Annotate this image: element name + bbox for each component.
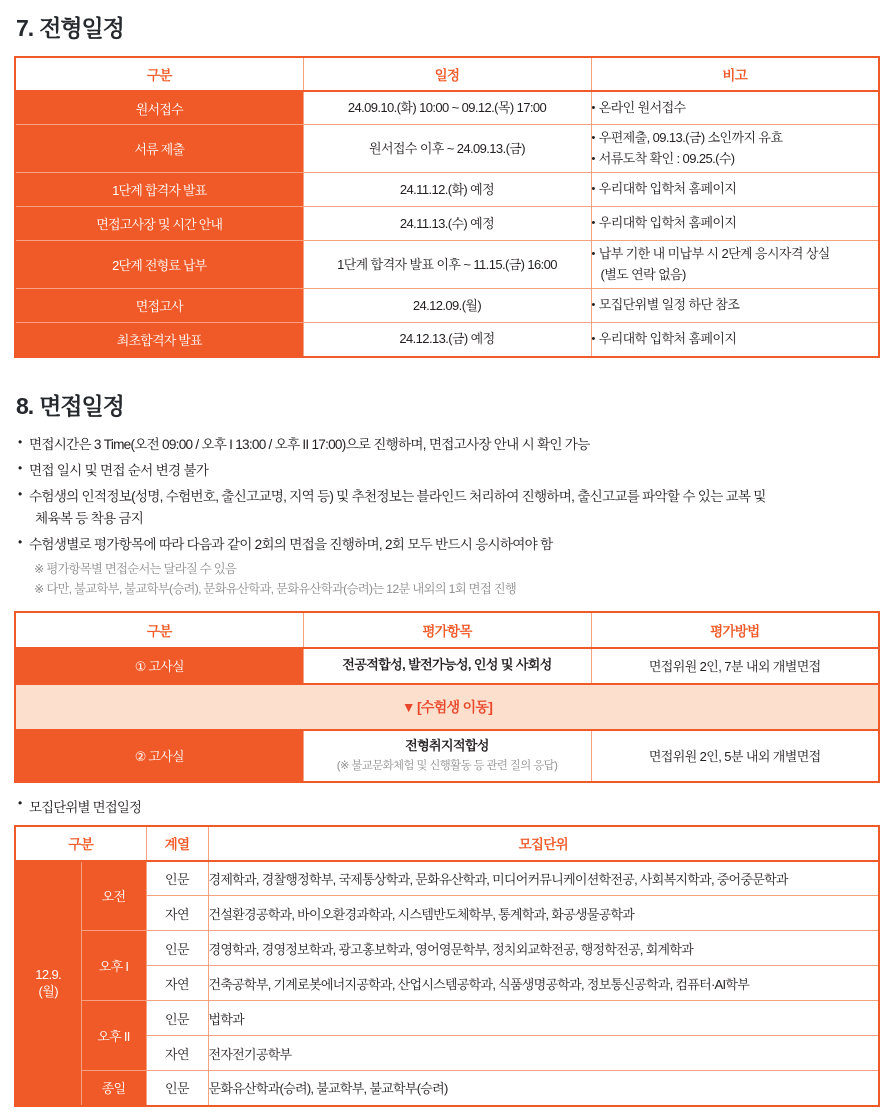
- schedule-label: 2단계 전형료 납부: [15, 241, 303, 289]
- schedule-note: [591, 91, 879, 125]
- interview-time-slot: 종일: [81, 1071, 146, 1106]
- evaluation-table-body: [15, 648, 879, 782]
- track-label: 인문: [146, 861, 208, 896]
- note-line-continued: (별도 연락 없음): [600, 266, 686, 282]
- interview-note: [18, 486, 880, 530]
- table-row: [15, 1001, 879, 1036]
- table-row: [15, 241, 879, 289]
- interview-note-text: 수험생의 인적정보(성명, 수험번호, 출신고교명, 지역 등) 및 추천정보는 블라인드 처리하여 진행하며, 출신고교를 파악할 수 있는 교복 및: [29, 488, 766, 504]
- note-line: • 우리대학 입학처 홈페이지: [592, 179, 879, 200]
- interview-date: [15, 861, 81, 1106]
- units-schedule-caption: • 모집단위별 면접일정: [18, 797, 880, 816]
- schedule-label: 면접고사장 및 시간 안내: [15, 207, 303, 241]
- track-label: 인문: [146, 1071, 208, 1106]
- track-label: 인문: [146, 1001, 208, 1036]
- table-row: [15, 125, 879, 173]
- room-1-items: [303, 648, 591, 684]
- interview-note-text: 면접 일시 및 면접 순서 변경 불가: [29, 462, 209, 478]
- note-line: • 모집단위별 일정 하단 참조: [592, 295, 879, 316]
- interview-time-slot: 오전: [81, 861, 146, 931]
- unit-interview-schedule-table: [14, 825, 880, 1107]
- admission-schedule-table: [14, 56, 880, 358]
- interview-subnote: ※ 다만, 불교학부, 불교학부(승려), 문화유산학과, 문화유산학과(승려)는 12분 내외의 1회 면접 진행: [34, 581, 517, 596]
- interview-note-text: 수험생별로 평가항목에 따라 다음과 같이 2회의 면접을 진행하며, 2회 모두 반드시 응시하여야 함: [29, 536, 553, 552]
- note-line: • 우편제출, 09.13.(금) 소인까지 유효: [592, 128, 879, 149]
- schedule-date: 24.09.10.(화) 10:00 ~ 09.12.(목) 17:00: [303, 91, 591, 125]
- evaluation-table-head: [15, 612, 879, 648]
- track-label: 자연: [146, 896, 208, 931]
- interview-note-text-cont: 체육복 등 착용 금지: [35, 510, 144, 526]
- unit-list: 경제학과, 경찰행정학부, 국제통상학과, 문화유산학과, 미디어커뮤니케이션학전공, 사회복지학과, 중어중문학과: [208, 861, 879, 896]
- schedule-note: [591, 289, 879, 323]
- room-2-items: [303, 730, 591, 782]
- track-label: 자연: [146, 1036, 208, 1071]
- evaluation-table: [14, 611, 880, 783]
- schedule-date: 24.11.13.(수) 예정: [303, 207, 591, 241]
- table-row-student-move: [15, 684, 879, 730]
- column-header-track: 계열: [146, 826, 208, 861]
- section-7-heading: [16, 14, 880, 43]
- table-row: [15, 730, 879, 782]
- schedule-note: [591, 173, 879, 207]
- table-row: [15, 173, 879, 207]
- interview-time-slot: 오후 I: [81, 931, 146, 1001]
- table-header-row: [15, 57, 879, 91]
- schedule-label: 원서접수: [15, 91, 303, 125]
- schedule-note: [591, 241, 879, 289]
- student-move-text: [402, 699, 492, 715]
- schedule-note: [591, 323, 879, 357]
- table-row: [15, 323, 879, 357]
- note-line: • 우리대학 입학처 홈페이지: [592, 213, 879, 234]
- column-header-units: 모집단위: [208, 826, 879, 861]
- room-1-method: 면접위원 2인, 7분 내외 개별면접: [591, 648, 879, 684]
- table-row: [15, 207, 879, 241]
- room-2-method: 면접위원 2인, 5분 내외 개별면접: [591, 730, 879, 782]
- column-header-evaluation-method: 평가방법: [591, 612, 879, 648]
- schedule-label: 1단계 합격자 발표: [15, 173, 303, 207]
- interview-date-line1: 12.9.: [35, 966, 62, 982]
- interview-date-line2: (월): [38, 984, 58, 1000]
- table-row: [15, 289, 879, 323]
- schedule-label: 면접고사: [15, 289, 303, 323]
- section-7-title: 전형일정: [39, 15, 124, 41]
- schedule-date: 24.12.13.(금) 예정: [303, 323, 591, 357]
- interview-note: [18, 534, 880, 556]
- schedule-date: 원서접수 이후 ~ 24.09.13.(금): [303, 125, 591, 173]
- note-line: • 서류도착 확인 : 09.25.(수): [592, 149, 879, 170]
- section-8-heading: [16, 392, 880, 421]
- unit-list: 문화유산학과(승려), 불교학부, 불교학부(승려): [208, 1071, 879, 1106]
- table-row: [15, 1071, 879, 1106]
- units-table-head: [15, 826, 879, 861]
- table-row: [15, 648, 879, 684]
- schedule-label: 최초합격자 발표: [15, 323, 303, 357]
- table-row: [15, 931, 879, 966]
- track-label: 인문: [146, 931, 208, 966]
- interview-note-text: 면접시간은 3 Time(오전 09:00 / 오후 I 13:00 / 오후 II 17:00)으로 진행하며, 면접고사장 안내 시 확인 가능: [29, 436, 590, 452]
- column-header-gubun: 구분: [15, 826, 146, 861]
- note-line: • 온라인 원서접수: [592, 98, 879, 119]
- unit-list: 전자전기공학부: [208, 1036, 879, 1071]
- table-row: [15, 861, 879, 896]
- column-header-ilijeong: 일정: [303, 57, 591, 91]
- table-header-row: [15, 826, 879, 861]
- unit-list: 건축공학부, 기계로봇에너지공학과, 산업시스템공학과, 식품생명공학과, 정보통신공학과, 컴퓨터·AI학부: [208, 966, 879, 1001]
- interview-time-slot: 오후 II: [81, 1001, 146, 1071]
- schedule-table-head: [15, 57, 879, 91]
- student-move-label: [수험생 이동]: [416, 698, 493, 715]
- room-2-items-text: 전형취지적합성: [405, 737, 489, 753]
- interview-notes-list: [18, 434, 880, 599]
- schedule-note: [591, 125, 879, 173]
- section-7-number: 7.: [16, 15, 33, 41]
- room-2-label: ② 고사실: [15, 730, 303, 782]
- unit-list: 경영학과, 경영정보학과, 광고홍보학과, 영어영문학부, 정치외교학전공, 행정학전공, 회계학과: [208, 931, 879, 966]
- units-table-body: [15, 861, 879, 1106]
- unit-list: 건설환경공학과, 바이오환경과학과, 시스템반도체학부, 통계학과, 화공생물공학과: [208, 896, 879, 931]
- interview-note: [18, 434, 880, 456]
- unit-list: 법학과: [208, 1001, 879, 1036]
- schedule-date: 24.12.09.(월): [303, 289, 591, 323]
- column-header-gubun: 구분: [15, 612, 303, 648]
- room-1-label: ① 고사실: [15, 648, 303, 684]
- room-2-items-subnote: (※ 불교문화체험 및 신행활동 등 관련 질의 응답): [336, 759, 558, 772]
- schedule-date: 1단계 합격자 발표 이후 ~ 11.15.(금) 16:00: [303, 241, 591, 289]
- down-triangle-icon: ▼: [401, 698, 415, 715]
- room-1-items-text: 전공적합성, 발전가능성, 인성 및 사회성: [342, 657, 552, 673]
- track-label: 자연: [146, 966, 208, 1001]
- note-line: • 우리대학 입학처 홈페이지: [592, 329, 879, 350]
- column-header-bigo: 비고: [591, 57, 879, 91]
- column-header-gubun: 구분: [15, 57, 303, 91]
- table-row: [15, 91, 879, 125]
- table-header-row: [15, 612, 879, 648]
- schedule-date: 24.11.12.(화) 예정: [303, 173, 591, 207]
- interview-note: [18, 460, 880, 482]
- section-8-title: 면접일정: [39, 392, 124, 419]
- schedule-label: 서류 제출: [15, 125, 303, 173]
- column-header-evaluation-items: 평가항목: [303, 612, 591, 648]
- interview-subnote: ※ 평가항목별 면접순서는 달라질 수 있음: [34, 561, 237, 576]
- schedule-note: [591, 207, 879, 241]
- student-move-cell: [15, 684, 879, 730]
- schedule-table-body: [15, 91, 879, 357]
- note-line: • 납부 기한 내 미납부 시 2단계 응시자격 상실: [592, 244, 879, 265]
- section-8-number: 8.: [16, 392, 33, 419]
